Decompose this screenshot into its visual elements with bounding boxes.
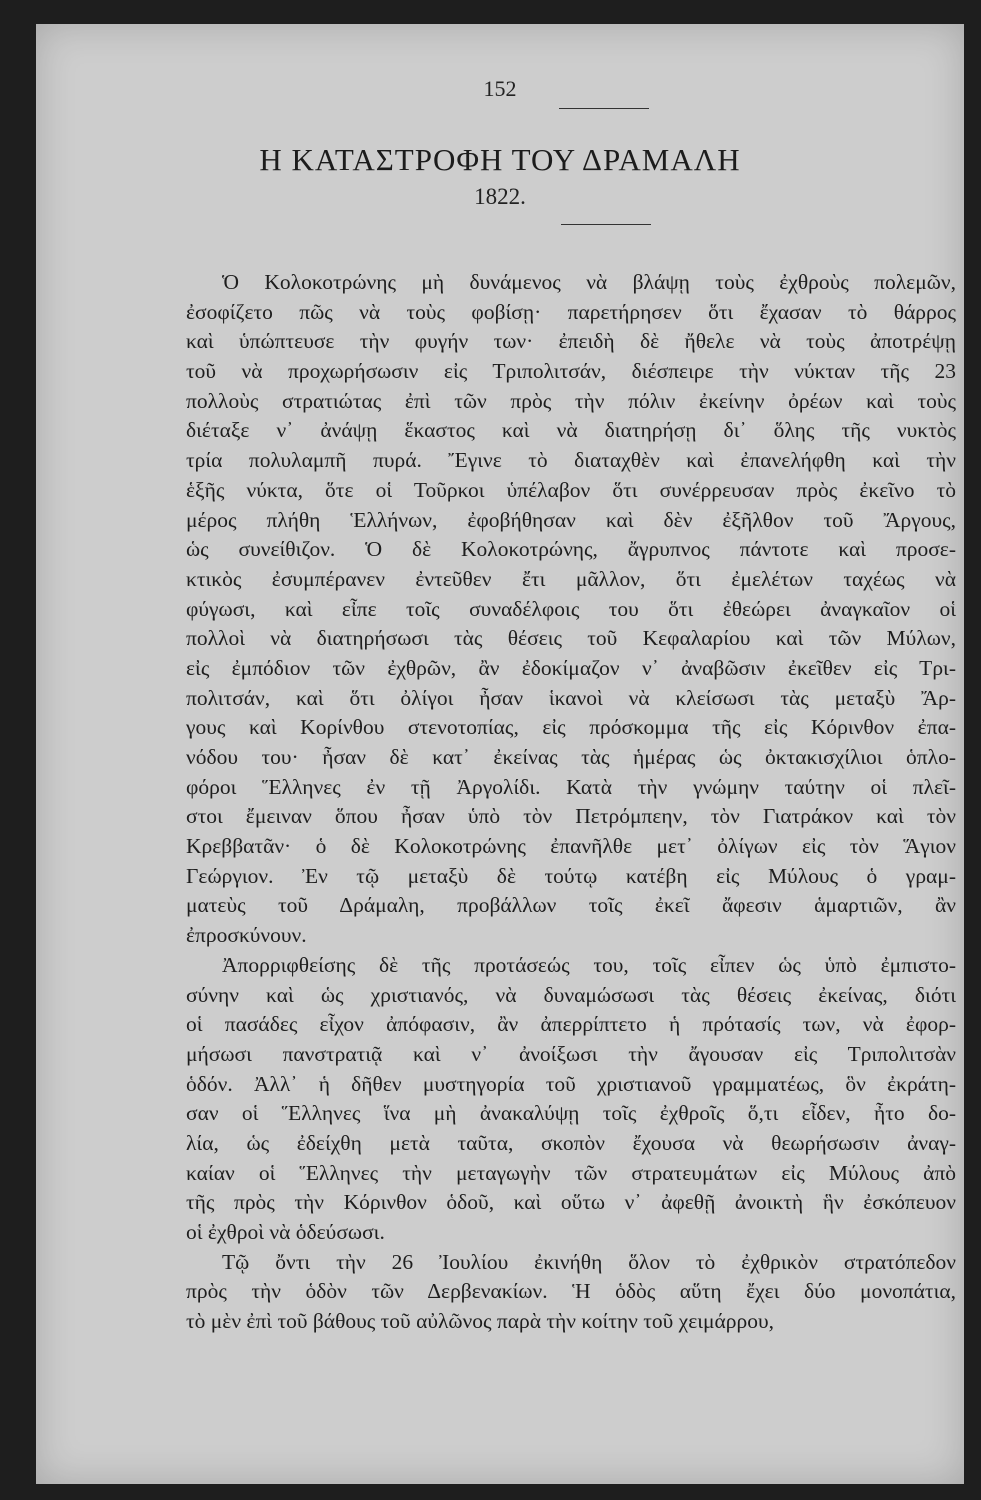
- text-line: τὸ μὲν ἐπὶ τοῦ βάθους τοῦ αὐλῶνος παρὰ τὴν κοίτην τοῦ χειμάρρου,: [186, 1309, 775, 1334]
- text-line: στοι ἔμειναν ὅπου ἦσαν ὑπὸ τὸν Πετρόμπεην, τὸν Γιατράκον καὶ τὸν: [186, 804, 956, 829]
- text-line: σύνην καὶ ὡς χριστιανός, νὰ δυναμώσωσι τὰς θέσεις ἐκείνας, διότι: [186, 982, 956, 1007]
- text-line: εἰς ἐμπόδιον τῶν ἐχθρῶν, ἂν ἐδοκίμαζον ν᾿ ἀναβῶσιν ἐκεῖθεν εἰς Τρι-: [186, 655, 956, 680]
- text-line: διέταξε ν᾿ ἀνάψῃ ἕκαστος καὶ νὰ διατηρήσῃ δι᾿ ὅλης τῆς νυκτὸς: [186, 418, 956, 443]
- text-line: καὶ ὑπώπτευσε τὴν φυγήν των· ἐπειδὴ δὲ ἤθελε νὰ τοὺς ἀποτρέψῃ: [186, 329, 956, 354]
- paragraph: [186, 268, 956, 951]
- text-line: οἱ πασάδες εἶχον ἀπόφασιν, ἂν ἀπερρίπτετο ἡ πρότασίς των, νὰ ἐφορ-: [186, 1012, 956, 1037]
- text-line: καίαν οἱ Ἕλληνες τὴν μεταγωγὴν τῶν στρατευμάτων εἰς Μύλους ἀπὸ: [186, 1160, 956, 1185]
- text-line: πολλοὶ νὰ διατηρήσωσι τὰς θέσεις τοῦ Κεφαλαρίου καὶ τῶν Μύλων,: [186, 626, 956, 651]
- text-line: οἱ ἐχθροὶ νὰ ὁδεύσωσι.: [186, 1220, 385, 1244]
- text-line: ὡς συνείθιζον. Ὁ δὲ Κολοκοτρώνης, ἄγρυπνος πάντοτε καὶ προσε-: [186, 537, 956, 562]
- chapter-year: 1822.: [474, 184, 526, 209]
- text-line: ἐσοφίζετο πῶς νὰ τοὺς φοβίσῃ· παρετήρησεν ὅτι ἔχασαν τὸ θάρρος: [186, 299, 956, 324]
- text-line: Ἀπορριφθείσης δὲ τῆς προτάσεώς του, τοῖς εἶπεν ὡς ὑπὸ ἐμπιστο-: [222, 952, 956, 977]
- text-line: λία, ὡς ἐδείχθη μετὰ ταῦτα, σκοπὸν ἔχουσα νὰ θεωρήσωσιν ἀναγ-: [186, 1130, 956, 1155]
- paragraph: [186, 951, 956, 1248]
- text-line: γους καὶ Κορίνθου στενοτοπίας, εἰς πρόσκομμα τῆς εἰς Κόρινθον ἐπα-: [186, 715, 956, 740]
- text-line: κτικὸς ἐσυμπέρανεν ἐντεῦθεν ἔτι μᾶλλον, ὅτι ἐμελέτων ταχέως νὰ: [186, 566, 956, 591]
- text-line: ἑξῆς νύκτα, ὅτε οἱ Τοῦρκοι ὑπέλαβον ὅτι συνέρρευσαν πρὸς ἐκεῖνο τὸ: [186, 477, 956, 502]
- header-rule: [559, 108, 649, 109]
- text-line: μήσωσι πανστρατιᾷ καὶ ν᾿ ἀνοίξωσι τὴν ἄγουσαν εἰς Τριπολιτσὰν: [186, 1041, 956, 1066]
- text-line: φόροι Ἕλληνες ἐν τῇ Ἀργολίδι. Κατὰ τὴν γνώμην ταύτην οἱ πλεῖ-: [186, 774, 956, 799]
- title-rule: [561, 224, 651, 225]
- text-line: Τῷ ὄντι τὴν 26 Ἰουλίου ἐκινήθη ὅλον τὸ ἐχθρικὸν στρατόπεδον: [222, 1249, 956, 1274]
- body-text: [186, 268, 956, 1337]
- text-line: Κρεββατᾶν· ὁ δὲ Κολοκοτρώνης ἐπανῆλθε μετ᾿ ὀλίγων εἰς τὸν Ἅγιον: [186, 834, 956, 859]
- text-line: πολιτσάν, καὶ ὅτι ὀλίγοι ἦσαν ἱκανοὶ νὰ κλείσωσι τὰς μεταξὺ Ἄρ-: [186, 685, 956, 710]
- text-line: ὁδόν. Ἀλλ᾿ ἡ δῆθεν μυστηγορία τοῦ χριστιανοῦ γραμματέως, ὃν ἐκράτη-: [186, 1071, 956, 1096]
- page-number: 152: [483, 76, 517, 101]
- text-line: νόδου του· ἦσαν δὲ κατ᾿ ἐκείνας τὰς ἡμέρας ὡς ὀκτακισχίλιοι ὁπλο-: [186, 745, 956, 769]
- text-line: φύγωσι, καὶ εἶπε τοῖς συναδέλφοις του ὅτι ἐθεώρει ἀναγκαῖον οἱ: [186, 596, 956, 621]
- text-line: τῆς πρὸς τὴν Κόρινθον ὁδοῦ, καὶ οὕτω ν᾿ ἀφεθῇ ἀνοικτὴ ἣν ἐσκόπευον: [186, 1190, 956, 1215]
- text-line: μέρος πλήθη Ἑλλήνων, ἐφοβήθησαν καὶ δὲν ἐξῆλθον τοῦ Ἄργους,: [186, 507, 956, 532]
- text-line: σαν οἱ Ἕλληνες ἵνα μὴ ἀνακαλύψῃ τοῖς ἐχθροῖς ὅ,τι εἶδεν, ἦτο δο-: [186, 1101, 956, 1126]
- text-line: ἐπροσκύνουν.: [186, 923, 307, 948]
- text-line: Ὁ Κολοκοτρώνης μὴ δυνάμενος νὰ βλάψῃ τοὺς ἐχθροὺς πολεμῶν,: [222, 270, 956, 294]
- text-line: πρὸς τὴν ὁδὸν τῶν Δερβενακίων. Ἡ ὁδὸς αὕτη ἔχει δύο μονοπάτια,: [186, 1279, 956, 1304]
- text-line: πολλοὺς στρατιώτας ἐπὶ τῶν πρὸς τὴν πόλιν ἐκείνην ὀρέων καὶ τοὺς: [186, 388, 956, 413]
- text-line: τοῦ νὰ προχωρήσωσιν εἰς Τριπολιτσάν, διέσπειρε τὴν νύκταν τῆς 23: [186, 359, 956, 384]
- text-line: Γεώργιον. Ἐν τῷ μεταξὺ δὲ τούτῳ κατέβη εἰς Μύλους ὁ γραμ-: [186, 863, 956, 888]
- text-line: τρία πολυλαμπῆ πυρά. Ἔγινε τὸ διαταχθὲν καὶ ἐπανελήφθη καὶ τὴν: [186, 448, 956, 473]
- chapter-title: Η ΚΑΤΑΣΤΡΟΦΗ ΤΟΥ ΔΡΑΜΑΛΗ: [259, 142, 741, 177]
- paragraph: [186, 1248, 956, 1337]
- text-line: ματεὺς τοῦ Δράμαλη, προβάλλων τοῖς ἐκεῖ ἄφεσιν ἁμαρτιῶν, ἂν: [186, 893, 956, 918]
- book-page: [36, 24, 964, 1484]
